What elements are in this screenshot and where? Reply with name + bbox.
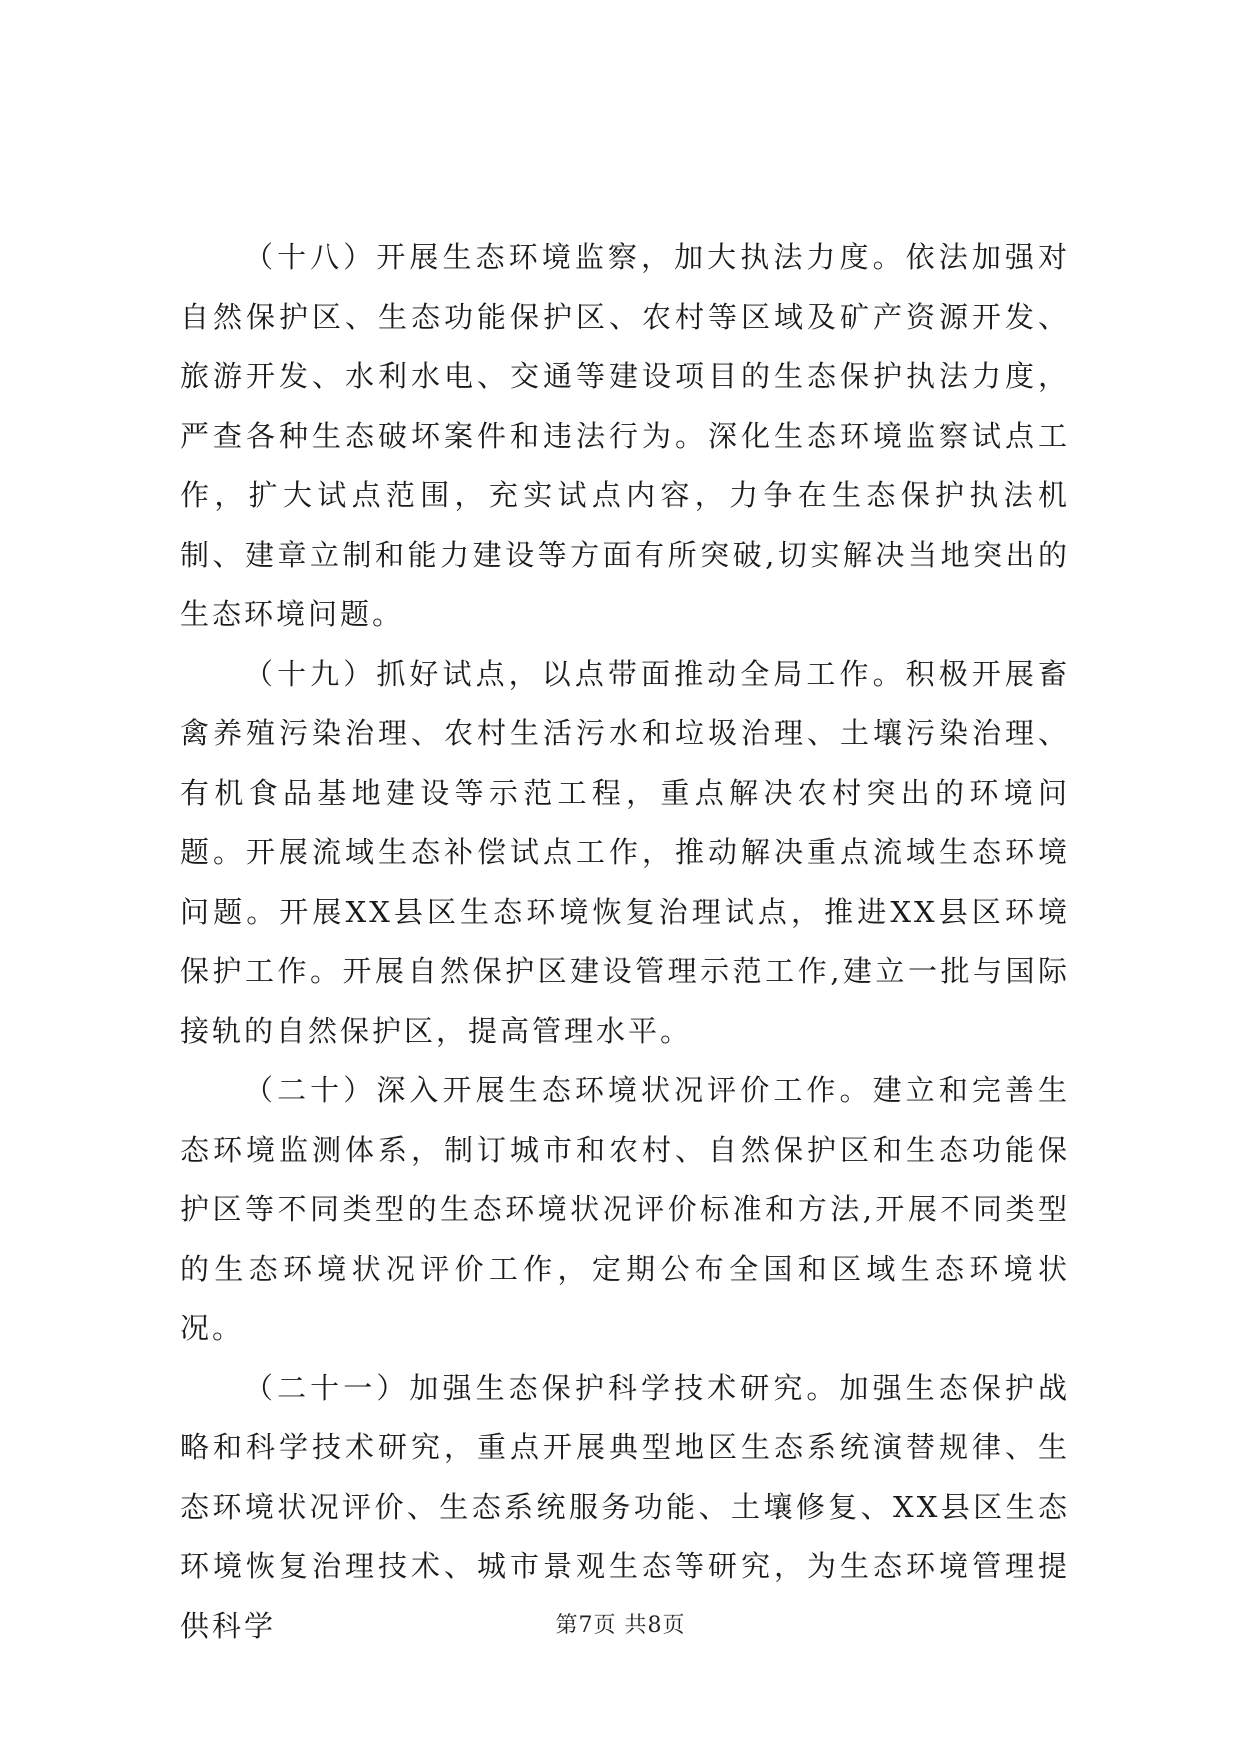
paragraph-18: （十八）开展生态环境监察，加大执法力度。依法加强对自然保护区、生态功能保护区、农村等区域及矿产资源开发、旅游开发、水利水电、交通等建设项目的生态保护执法力度，严查各种生态破坏案件和违法行为。深化生态环境监察试点工作，扩大试点范围，充实试点内容，力争在生态保护执法机制、建章立制和能力建设等方面有所突破,切实解决当地突出的生态环境问题。 — [180, 240, 1070, 631]
document-body — [180, 228, 1070, 1656]
paragraph-21: （二十一）加强生态保护科学技术研究。加强生态保护战略和科学技术研究，重点开展典型地区生态系统演替规律、生态环境状况评价、生态系统服务功能、土壤修复、XX县区生态环境恢复治理技术、城市景观生态等研究，为生态环境管理提供科学 — [180, 1370, 1070, 1643]
paragraph-19: （十九）抓好试点，以点带面推动全局工作。积极开展畜禽养殖污染治理、农村生活污水和垃圾治理、土壤污染治理、有机食品基地建设等示范工程，重点解决农村突出的环境问题。开展流域生态补偿试点工作，推动解决重点流域生态环境问题。开展XX县区生态环境恢复治理试点，推进XX县区环境保护工作。开展自然保护区建设管理示范工作,建立一批与国际接轨的自然保护区，提高管理水平。 — [180, 656, 1070, 1048]
page-footer: 第7页 共8页 — [555, 1613, 686, 1638]
paragraph-20: （二十）深入开展生态环境状况评价工作。建立和完善生态环境监测体系，制订城市和农村、自然保护区和生态功能保护区等不同类型的生态环境状况评价标准和方法,开展不同类型的生态环境状况评价工作，定期公布全国和区域生态环境状况。 — [180, 1073, 1070, 1345]
